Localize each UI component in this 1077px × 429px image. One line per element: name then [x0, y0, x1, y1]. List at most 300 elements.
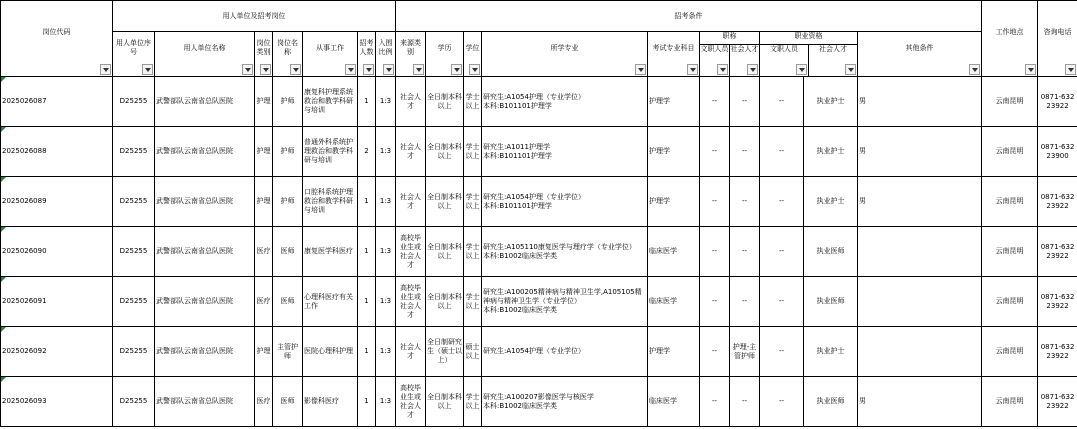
cell-major-text: 研究生:A1011护理学 本科:B101101护理学: [483, 142, 552, 160]
cell-title-civ-text: --: [711, 247, 718, 255]
cell-post-type[interactable]: [255, 327, 273, 377]
cell-code-text: 2025026092: [2, 347, 47, 355]
col-header-education[interactable]: 学历: [426, 32, 464, 77]
cell-title-civ-text: --: [711, 397, 718, 405]
cell-unit-no[interactable]: [113, 227, 155, 277]
cell-title-soc[interactable]: [730, 277, 760, 327]
filter-dropdown-icon[interactable]: [845, 64, 856, 75]
col-header-title-soc[interactable]: 社会人才: [730, 45, 759, 76]
cell-qual-civ[interactable]: [760, 327, 804, 377]
cell-title-civ[interactable]: [700, 227, 730, 277]
cell-count-text: 1: [364, 347, 369, 355]
filter-dropdown-icon[interactable]: [687, 64, 698, 75]
cell-count[interactable]: [358, 377, 376, 427]
filter-dropdown-icon[interactable]: [747, 64, 758, 75]
cell-unit-no[interactable]: [113, 377, 155, 427]
cell-post-type[interactable]: [255, 227, 273, 277]
cell-other[interactable]: [858, 327, 982, 377]
cell-unit-name-text: 武警部队云南省总队医院: [156, 297, 233, 305]
cell-count[interactable]: [358, 227, 376, 277]
cell-education-text: 全日制本科以上: [427, 292, 462, 310]
cell-phone-text: 0871-63223922: [1040, 292, 1075, 310]
cell-degree-text: 学士以上: [465, 142, 480, 160]
cell-location[interactable]: [982, 127, 1038, 177]
cell-other-text: 男: [859, 197, 866, 205]
cell-phone-text: 0871-63223922: [1040, 192, 1075, 210]
col-header-phone[interactable]: 咨询电话: [1038, 1, 1077, 77]
cell-education-text: 全日制本科以上: [427, 192, 462, 210]
cell-source[interactable]: [396, 277, 426, 327]
cell-education[interactable]: [426, 227, 464, 277]
cell-work-text: 康复医学科医疗: [304, 247, 353, 255]
col-header-ratio[interactable]: 入围比例: [376, 32, 396, 77]
cell-source[interactable]: [396, 77, 426, 127]
cell-title-soc[interactable]: [730, 127, 760, 177]
col-header-source[interactable]: 来源类别: [396, 32, 426, 77]
cell-major[interactable]: [482, 227, 648, 277]
cell-phone[interactable]: [1038, 377, 1077, 427]
cell-source-text: 社会人才: [400, 92, 421, 110]
cell-unit-no-text: D25255: [119, 297, 148, 305]
cell-location-text: 云南昆明: [995, 147, 1024, 155]
cell-post-type[interactable]: [255, 177, 273, 227]
cell-post-name-text: 医师: [280, 247, 295, 255]
cell-phone-text: 0871-63223900: [1040, 142, 1075, 160]
cell-title-civ-text: --: [711, 197, 718, 205]
header-row-1: [1, 1, 1077, 32]
cell-title-soc-text: --: [741, 397, 748, 405]
cell-phone-text: 0871-63223922: [1040, 392, 1075, 410]
table-row[interactable]: [1, 127, 1077, 177]
cell-unit-no-text: D25255: [119, 397, 148, 405]
cell-degree[interactable]: [464, 277, 482, 327]
cell-post-type-text: 医疗: [256, 397, 271, 405]
filter-dropdown-icon[interactable]: [345, 64, 356, 75]
col-header-title: [700, 32, 760, 77]
cell-ratio[interactable]: [376, 377, 396, 427]
cell-major[interactable]: [482, 327, 648, 377]
cell-other[interactable]: [858, 227, 982, 277]
cell-exam-subject[interactable]: [648, 77, 700, 127]
cell-source-text: 高校毕业生或社会人才: [400, 233, 421, 269]
cell-education[interactable]: [426, 177, 464, 227]
cell-work[interactable]: [303, 177, 358, 227]
cell-degree-text: 学士以上: [465, 292, 480, 310]
cell-location[interactable]: [982, 327, 1038, 377]
error-indicator-icon: [1, 177, 6, 182]
cell-major[interactable]: [482, 277, 648, 327]
filter-dropdown-icon[interactable]: [969, 64, 980, 75]
filter-dropdown-icon[interactable]: [796, 64, 807, 75]
cell-post-type-text: 护理: [256, 197, 271, 205]
cell-code[interactable]: [1, 327, 113, 377]
cell-work[interactable]: [303, 127, 358, 177]
cell-unit-no[interactable]: [113, 177, 155, 227]
cell-degree-text: 学士以上: [465, 192, 480, 210]
cell-other[interactable]: [858, 77, 982, 127]
cell-phone[interactable]: [1038, 127, 1077, 177]
cell-degree-text: 学士以上: [465, 242, 480, 260]
cell-work[interactable]: [303, 377, 358, 427]
filter-dropdown-icon[interactable]: [635, 64, 646, 75]
cell-education[interactable]: [426, 377, 464, 427]
col-header-other[interactable]: 其他条件: [858, 32, 982, 77]
cell-phone[interactable]: [1038, 327, 1077, 377]
cell-qual-soc[interactable]: [804, 377, 858, 427]
header-row-2: [1, 32, 1077, 77]
cell-post-type[interactable]: [255, 127, 273, 177]
cell-phone[interactable]: [1038, 177, 1077, 227]
cell-source[interactable]: [396, 377, 426, 427]
cell-qual-soc-text: 执业医师: [816, 397, 845, 405]
cell-post-name[interactable]: [273, 77, 303, 127]
cell-major-text: 研究生:A100205精神病与精神卫生学,A105105精神病与精神卫生学（专业学位） 本科:B1002临床医学类: [483, 288, 642, 314]
cell-other[interactable]: [858, 127, 982, 177]
group-header-employer: 用人单位及招考岗位: [113, 1, 396, 32]
cell-post-name-text: 护师: [280, 97, 295, 105]
error-indicator-icon: [1, 277, 6, 282]
cell-exam-subject[interactable]: [648, 177, 700, 227]
cell-unit-no-text: D25255: [119, 247, 148, 255]
col-header-qual-civ[interactable]: 文职人员: [760, 45, 809, 76]
cell-post-type-text: 护理: [256, 97, 271, 105]
cell-source[interactable]: [396, 177, 426, 227]
cell-code[interactable]: [1, 277, 113, 327]
cell-major-text: 研究生:A1054护理（专业学位） 本科:B101101护理学: [483, 92, 585, 110]
table-row[interactable]: [1, 327, 1077, 377]
table-row[interactable]: [1, 227, 1077, 277]
filter-dropdown-icon[interactable]: [290, 64, 301, 75]
cell-education[interactable]: [426, 77, 464, 127]
col-header-major[interactable]: 所学专业: [482, 32, 648, 77]
cell-title-soc[interactable]: [730, 327, 760, 377]
cell-code[interactable]: [1, 377, 113, 427]
cell-exam-subject[interactable]: [648, 127, 700, 177]
cell-qual-civ[interactable]: [760, 177, 804, 227]
cell-qual-soc[interactable]: [804, 127, 858, 177]
cell-qual-civ[interactable]: [760, 227, 804, 277]
cell-source-text: 社会人才: [400, 342, 421, 360]
cell-major[interactable]: [482, 127, 648, 177]
cell-major[interactable]: [482, 77, 648, 127]
cell-post-name-text: 护师: [280, 147, 295, 155]
cell-exam-subject[interactable]: [648, 227, 700, 277]
cell-phone[interactable]: [1038, 227, 1077, 277]
cell-education-text: 全日制本科以上: [427, 242, 462, 260]
cell-qual-civ-text: --: [778, 197, 785, 205]
cell-ratio[interactable]: [376, 177, 396, 227]
col-header-code[interactable]: 岗位代码: [1, 1, 113, 77]
filter-dropdown-icon[interactable]: [260, 64, 271, 75]
cell-source[interactable]: [396, 227, 426, 277]
filter-dropdown-icon[interactable]: [242, 64, 253, 75]
cell-title-civ-text: --: [711, 297, 718, 305]
cell-unit-name-text: 武警部队云南省总队医院: [156, 97, 233, 105]
col-header-degree[interactable]: 学位: [464, 32, 482, 77]
cell-title-soc[interactable]: [730, 377, 760, 427]
cell-unit-no-text: D25255: [119, 197, 148, 205]
cell-count[interactable]: [358, 127, 376, 177]
cell-count[interactable]: [358, 77, 376, 127]
cell-education-text: 全日制研究生（硕士以上）: [427, 338, 462, 364]
cell-exam-subject-text: 临床医学: [649, 397, 677, 405]
cell-unit-name[interactable]: [155, 127, 255, 177]
cell-education[interactable]: [426, 277, 464, 327]
cell-qual-civ[interactable]: [760, 127, 804, 177]
cell-ratio-text: 1:3: [379, 297, 392, 305]
cell-degree[interactable]: [464, 377, 482, 427]
filter-dropdown-icon[interactable]: [469, 64, 480, 75]
cell-title-civ[interactable]: [700, 177, 730, 227]
cell-location-text: 云南昆明: [995, 347, 1024, 355]
cell-title-civ-text: --: [711, 347, 718, 355]
cell-other[interactable]: [858, 177, 982, 227]
cell-location-text: 云南昆明: [995, 247, 1024, 255]
cell-post-name[interactable]: [273, 227, 303, 277]
cell-exam-subject-text: 护理学: [649, 97, 670, 105]
cell-unit-name[interactable]: [155, 227, 255, 277]
cell-post-type[interactable]: [255, 377, 273, 427]
cell-post-type[interactable]: [255, 77, 273, 127]
filter-dropdown-icon[interactable]: [142, 64, 153, 75]
cell-title-soc-text: --: [741, 147, 748, 155]
cell-title-civ[interactable]: [700, 377, 730, 427]
cell-education-text: 全日制本科以上: [427, 92, 462, 110]
cell-post-name[interactable]: [273, 277, 303, 327]
error-indicator-icon: [1, 377, 6, 382]
cell-unit-name[interactable]: [155, 277, 255, 327]
cell-unit-name-text: 武警部队云南省总队医院: [156, 247, 233, 255]
cell-unit-name[interactable]: [155, 327, 255, 377]
cell-count[interactable]: [358, 277, 376, 327]
cell-unit-name[interactable]: [155, 177, 255, 227]
filter-dropdown-icon[interactable]: [1065, 64, 1076, 75]
cell-qual-soc[interactable]: [804, 327, 858, 377]
col-header-qualification: [760, 32, 858, 77]
cell-title-soc[interactable]: [730, 177, 760, 227]
cell-degree[interactable]: [464, 177, 482, 227]
cell-count-text: 2: [364, 147, 369, 155]
cell-post-name[interactable]: [273, 177, 303, 227]
table-row[interactable]: [1, 177, 1077, 227]
cell-post-name[interactable]: [273, 377, 303, 427]
cell-exam-subject-text: 临床医学: [649, 247, 677, 255]
filter-dropdown-icon[interactable]: [383, 64, 394, 75]
cell-phone-text: 0871-63223922: [1040, 242, 1075, 260]
cell-unit-no[interactable]: [113, 127, 155, 177]
cell-phone[interactable]: [1038, 277, 1077, 327]
cell-code[interactable]: [1, 177, 113, 227]
cell-title-soc[interactable]: [730, 77, 760, 127]
cell-exam-subject[interactable]: [648, 327, 700, 377]
cell-count-text: 1: [364, 247, 369, 255]
cell-degree[interactable]: [464, 77, 482, 127]
cell-phone[interactable]: [1038, 77, 1077, 127]
cell-title-soc[interactable]: [730, 227, 760, 277]
filter-dropdown-icon[interactable]: [363, 64, 374, 75]
cell-code-text: 2025026088: [2, 147, 47, 155]
cell-degree[interactable]: [464, 227, 482, 277]
cell-post-name-text: 主管护师: [277, 342, 298, 360]
cell-qual-civ[interactable]: [760, 377, 804, 427]
cell-location[interactable]: [982, 277, 1038, 327]
cell-post-type-text: 医疗: [256, 247, 271, 255]
error-indicator-icon: [1, 77, 6, 82]
cell-unit-name[interactable]: [155, 77, 255, 127]
cell-phone-text: 0871-63223922: [1040, 342, 1075, 360]
cell-exam-subject-text: 护理学: [649, 147, 670, 155]
cell-unit-no[interactable]: [113, 277, 155, 327]
cell-degree-text: 学士以上: [465, 392, 480, 410]
cell-qual-civ-text: --: [778, 247, 785, 255]
cell-qual-civ-text: --: [778, 397, 785, 405]
cell-exam-subject-text: 护理学: [649, 197, 670, 205]
cell-work[interactable]: [303, 277, 358, 327]
cell-degree[interactable]: [464, 127, 482, 177]
cell-location[interactable]: [982, 377, 1038, 427]
cell-post-type[interactable]: [255, 277, 273, 327]
filter-dropdown-icon[interactable]: [100, 64, 111, 75]
cell-source-text: 高校毕业生或社会人才: [400, 383, 421, 419]
table-body: [1, 77, 1077, 427]
cell-qual-soc[interactable]: [804, 227, 858, 277]
cell-other-text: 男: [859, 397, 866, 405]
col-header-count[interactable]: 招考人数: [358, 32, 376, 77]
cell-unit-no[interactable]: [113, 77, 155, 127]
cell-ratio[interactable]: [376, 227, 396, 277]
cell-code-text: 2025026090: [2, 247, 47, 255]
cell-location-text: 云南昆明: [995, 297, 1024, 305]
cell-ratio[interactable]: [376, 77, 396, 127]
cell-code-text: 2025026091: [2, 297, 47, 305]
cell-code[interactable]: [1, 127, 113, 177]
cell-other[interactable]: [858, 377, 982, 427]
cell-education[interactable]: [426, 327, 464, 377]
error-indicator-icon: [1, 227, 6, 232]
cell-count-text: 1: [364, 397, 369, 405]
cell-location-text: 云南昆明: [995, 397, 1024, 405]
cell-title-soc-text: --: [741, 97, 748, 105]
cell-work[interactable]: [303, 77, 358, 127]
cell-major[interactable]: [482, 177, 648, 227]
error-indicator-icon: [1, 127, 6, 132]
cell-source[interactable]: [396, 127, 426, 177]
col-header-title-civ[interactable]: 文职人员: [700, 45, 730, 76]
col-header-location[interactable]: 工作地点: [982, 1, 1038, 77]
cell-count[interactable]: [358, 327, 376, 377]
col-header-post-type[interactable]: 岗位类别: [255, 32, 273, 77]
cell-major-text: 研究生:A1054护理（专业学位）: [483, 347, 585, 355]
cell-title-civ[interactable]: [700, 127, 730, 177]
cell-other[interactable]: [858, 277, 982, 327]
cell-post-name-text: 护师: [280, 197, 295, 205]
cell-work-text: 心理科医疗有关工作: [304, 292, 353, 310]
cell-unit-name-text: 武警部队云南省总队医院: [156, 347, 233, 355]
cell-title-civ[interactable]: [700, 77, 730, 127]
title-group-label: 职称: [700, 32, 759, 45]
cell-degree-text: 硕士以上: [465, 342, 480, 360]
cell-work-text: 口腔科系统护理救治和教学科研与培训: [304, 188, 353, 214]
cell-unit-name[interactable]: [155, 377, 255, 427]
cell-title-civ[interactable]: [700, 327, 730, 377]
cell-qual-civ-text: --: [778, 297, 785, 305]
cell-unit-no[interactable]: [113, 327, 155, 377]
cell-ratio-text: 1:3: [379, 147, 392, 155]
cell-ratio[interactable]: [376, 277, 396, 327]
cell-exam-subject[interactable]: [648, 277, 700, 327]
cell-qual-civ-text: --: [778, 147, 785, 155]
cell-education[interactable]: [426, 127, 464, 177]
cell-source-text: 社会人才: [400, 192, 421, 210]
col-header-employer-name[interactable]: 用人单位名称: [155, 32, 255, 77]
cell-code-text: 2025026089: [2, 197, 47, 205]
cell-code-text: 2025026087: [2, 97, 47, 105]
filter-dropdown-icon[interactable]: [451, 64, 462, 75]
filter-dropdown-icon[interactable]: [717, 64, 728, 75]
cell-post-name[interactable]: [273, 127, 303, 177]
cell-source[interactable]: [396, 327, 426, 377]
cell-location[interactable]: [982, 77, 1038, 127]
cell-count[interactable]: [358, 177, 376, 227]
cell-exam-subject-text: 临床医学: [649, 297, 677, 305]
cell-qual-soc-text: 执业护士: [816, 197, 845, 205]
col-header-post-name[interactable]: 岗位名称: [273, 32, 303, 77]
cell-work-text: 普通外科系统护理救治和教学科研与培训: [304, 138, 353, 164]
cell-qual-soc[interactable]: [804, 277, 858, 327]
table-row[interactable]: [1, 377, 1077, 427]
col-header-exam-subject[interactable]: 考试专业科目: [648, 32, 700, 77]
cell-major[interactable]: [482, 377, 648, 427]
cell-qual-civ[interactable]: [760, 77, 804, 127]
cell-major-text: 研究生:A105110康复医学与理疗学（专业学位） 本科:B1002临床医学类: [483, 242, 636, 260]
cell-location-text: 云南昆明: [995, 197, 1024, 205]
table-row[interactable]: [1, 277, 1077, 327]
cell-qual-soc[interactable]: [804, 77, 858, 127]
cell-qual-civ[interactable]: [760, 277, 804, 327]
cell-degree-text: 学士以上: [465, 92, 480, 110]
cell-code[interactable]: [1, 227, 113, 277]
cell-post-name-text: 医师: [280, 297, 295, 305]
cell-qual-soc-text: 执业护士: [816, 147, 845, 155]
cell-title-civ[interactable]: [700, 277, 730, 327]
cell-count-text: 1: [364, 197, 369, 205]
cell-ratio[interactable]: [376, 327, 396, 377]
cell-post-name[interactable]: [273, 327, 303, 377]
col-header-employer-no[interactable]: 用人单位序号: [113, 32, 155, 77]
table-row[interactable]: [1, 77, 1077, 127]
cell-exam-subject[interactable]: [648, 377, 700, 427]
cell-qual-soc-text: 执业护士: [816, 347, 845, 355]
cell-ratio[interactable]: [376, 127, 396, 177]
cell-work-text: 影像科医疗: [304, 397, 339, 405]
filter-dropdown-icon[interactable]: [413, 64, 424, 75]
cell-degree[interactable]: [464, 327, 482, 377]
cell-qual-soc[interactable]: [804, 177, 858, 227]
cell-work[interactable]: [303, 227, 358, 277]
filter-dropdown-icon[interactable]: [1025, 64, 1036, 75]
cell-location[interactable]: [982, 177, 1038, 227]
cell-work[interactable]: [303, 327, 358, 377]
cell-code[interactable]: [1, 77, 113, 127]
cell-unit-name-text: 武警部队云南省总队医院: [156, 147, 233, 155]
cell-location[interactable]: [982, 227, 1038, 277]
cell-other-text: 男: [859, 97, 866, 105]
col-header-work[interactable]: 从事工作: [303, 32, 358, 77]
cell-ratio-text: 1:3: [379, 197, 392, 205]
cell-education-text: 全日制本科以上: [427, 392, 462, 410]
col-header-qual-soc[interactable]: 社会人才: [809, 45, 857, 76]
cell-code-text: 2025026093: [2, 397, 47, 405]
